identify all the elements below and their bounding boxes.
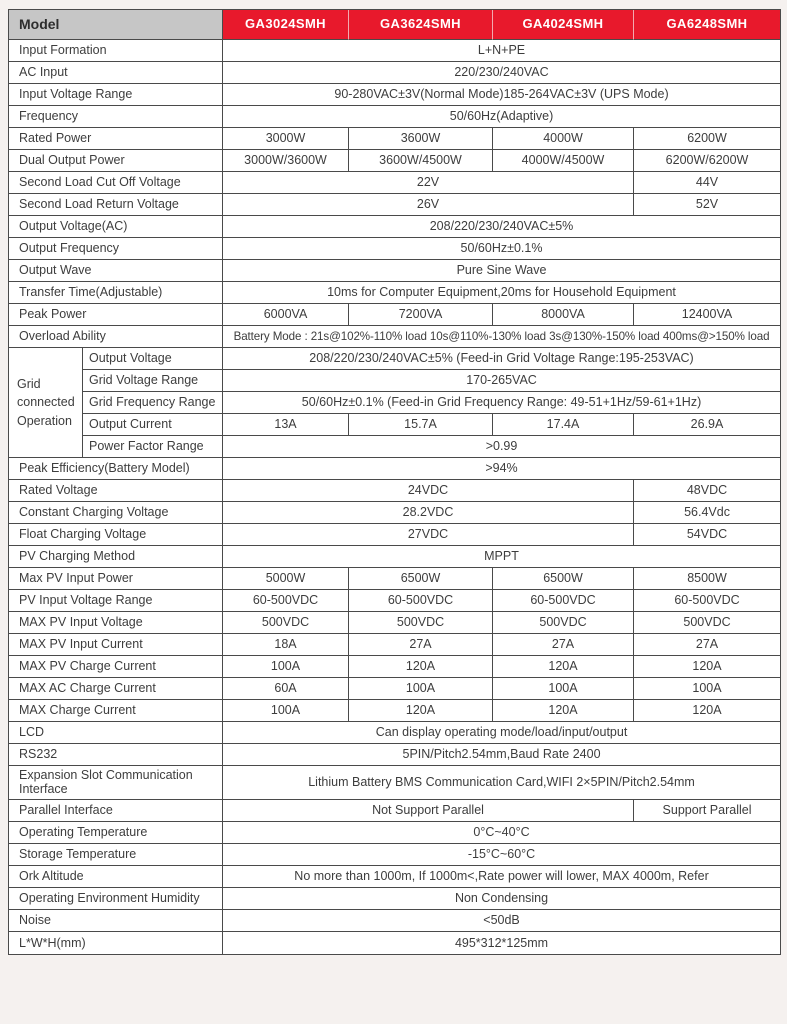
- row-label: MAX PV Input Voltage: [9, 612, 223, 634]
- row-label: Expansion Slot Communication Interface: [9, 766, 223, 800]
- spec-row: [9, 304, 780, 326]
- spec-value: 4000W: [493, 128, 634, 150]
- spec-value: Can display operating mode/load/input/output: [223, 722, 780, 744]
- row-sublabel: Grid Voltage Range: [83, 370, 223, 392]
- row-label: Operating Temperature: [9, 822, 223, 844]
- spec-value: 120A: [634, 700, 780, 722]
- spec-value: No more than 1000m, If 1000m<,Rate power will lower, MAX 4000m, Refer: [223, 866, 780, 888]
- spec-value: 120A: [493, 656, 634, 678]
- spec-row: [9, 722, 780, 744]
- spec-value: 3600W: [349, 128, 493, 150]
- row-sublabel: Power Factor Range: [83, 436, 223, 458]
- spec-value: 120A: [634, 656, 780, 678]
- spec-value: 17.4A: [493, 414, 634, 436]
- spec-value: 5PIN/Pitch2.54mm,Baud Rate 2400: [223, 744, 780, 766]
- row-label: Operating Environment Humidity: [9, 888, 223, 910]
- spec-value: 44V: [634, 172, 780, 194]
- spec-value: 500VDC: [223, 612, 349, 634]
- spec-value: 56.4Vdc: [634, 502, 780, 524]
- spec-value: 6200W/6200W: [634, 150, 780, 172]
- spec-value: 60-500VDC: [493, 590, 634, 612]
- spec-row: [9, 370, 780, 392]
- spec-value: 10ms for Computer Equipment,20ms for Household Equipment: [223, 282, 780, 304]
- spec-value: 6200W: [634, 128, 780, 150]
- spec-value: <50dB: [223, 910, 780, 932]
- spec-value: 5000W: [223, 568, 349, 590]
- row-label: Rated Voltage: [9, 480, 223, 502]
- row-label: Transfer Time(Adjustable): [9, 282, 223, 304]
- spec-value: 60-500VDC: [223, 590, 349, 612]
- model-column-header: GA6248SMH: [634, 10, 780, 40]
- spec-value: 495*312*125mm: [454, 935, 549, 950]
- model-column-header: GA3624SMH: [349, 10, 493, 40]
- spec-row: [9, 216, 780, 238]
- spec-row: [9, 348, 780, 370]
- row-label: MAX Charge Current: [9, 700, 223, 722]
- spec-value: 3000W: [223, 128, 349, 150]
- row-label: Input Formation: [9, 40, 223, 62]
- spec-row: [9, 766, 780, 800]
- row-sublabel: Output Current: [83, 414, 223, 436]
- spec-value: 0°C~40°C: [223, 822, 780, 844]
- spec-value: 6500W: [493, 568, 634, 590]
- spec-value: 13A: [223, 414, 349, 436]
- row-label: Parallel Interface: [9, 800, 223, 822]
- spec-value: 60-500VDC: [349, 590, 493, 612]
- row-label: Frequency: [9, 106, 223, 128]
- spec-value: 4000W/4500W: [493, 150, 634, 172]
- spec-row: [9, 932, 780, 954]
- spec-value: 7200VA: [349, 304, 493, 326]
- spec-value: 120A: [349, 700, 493, 722]
- spec-value: 50/60Hz(Adaptive): [223, 106, 780, 128]
- spec-value: 26.9A: [634, 414, 780, 436]
- spec-row: [9, 656, 780, 678]
- spec-value: >94%: [223, 458, 780, 480]
- spec-value: 26V: [223, 194, 634, 216]
- spec-value: Battery Mode : 21s@102%-110% load 10s@110%-130% load 3s@130%-150% load 400ms@>150% load: [223, 326, 780, 348]
- spec-row: [9, 546, 780, 568]
- model-header-row: [9, 10, 780, 40]
- spec-value: Not Support Parallel: [223, 800, 634, 822]
- spec-value: 15.7A: [349, 414, 493, 436]
- spec-value: Lithium Battery BMS Communication Card,WIFI 2×5PIN/Pitch2.54mm: [223, 766, 780, 800]
- row-sublabel: Grid Frequency Range: [83, 392, 223, 414]
- spec-value: 3000W/3600W: [223, 150, 349, 172]
- spec-row: [9, 866, 780, 888]
- spec-value: 500VDC: [349, 612, 493, 634]
- spec-value: 8500W: [634, 568, 780, 590]
- spec-row: [9, 392, 780, 414]
- spec-value: 60A: [223, 678, 349, 700]
- spec-row: [9, 194, 780, 216]
- spec-value: 120A: [349, 656, 493, 678]
- row-label: LCD: [9, 722, 223, 744]
- spec-value: 50/60Hz±0.1% (Feed-in Grid Frequency Range: 49-51+1Hz/59-61+1Hz): [223, 392, 780, 414]
- spec-row: [9, 480, 780, 502]
- spec-value: 27A: [493, 634, 634, 656]
- spec-value: 50/60Hz±0.1%: [223, 238, 780, 260]
- spec-row: [9, 260, 780, 282]
- spec-row: [9, 700, 780, 722]
- row-label: Rated Power: [9, 128, 223, 150]
- spec-value: -15°C~60°C: [223, 844, 780, 866]
- spec-value: 6500W: [349, 568, 493, 590]
- spec-table: [8, 9, 781, 955]
- row-label: PV Input Voltage Range: [9, 590, 223, 612]
- spec-value: 220/230/240VAC: [223, 62, 780, 84]
- row-label: Output Wave: [9, 260, 223, 282]
- model-column-header: GA3024SMH: [223, 10, 349, 40]
- spec-row: [9, 678, 780, 700]
- spec-row: [9, 634, 780, 656]
- spec-value: 100A: [634, 678, 780, 700]
- spec-value: 100A: [349, 678, 493, 700]
- row-label: AC Input: [9, 62, 223, 84]
- spec-row: [9, 458, 780, 480]
- spec-value: 24VDC: [223, 480, 634, 502]
- spec-value: 22V: [223, 172, 634, 194]
- spec-value: >0.99: [223, 436, 780, 458]
- spec-value: 100A: [223, 700, 349, 722]
- spec-value: 3600W/4500W: [349, 150, 493, 172]
- spec-row: [9, 744, 780, 766]
- spec-value: 52V: [634, 194, 780, 216]
- spec-row: [9, 40, 780, 62]
- spec-row: [9, 436, 780, 458]
- row-label: Peak Power: [9, 304, 223, 326]
- spec-row: [9, 172, 780, 194]
- spec-value: 500VDC: [493, 612, 634, 634]
- spec-row: [9, 888, 780, 910]
- row-label: Overload Ability: [9, 326, 223, 348]
- row-label: MAX PV Input Current: [9, 634, 223, 656]
- row-label: Storage Temperature: [9, 844, 223, 866]
- spec-value: 60-500VDC: [634, 590, 780, 612]
- row-label: Input Voltage Range: [9, 84, 223, 106]
- spec-row: [9, 128, 780, 150]
- spec-value: 27VDC: [223, 524, 634, 546]
- spec-value: 120A: [493, 700, 634, 722]
- spec-value: 28.2VDC: [223, 502, 634, 524]
- spec-value: 500VDC: [634, 612, 780, 634]
- spec-row: [9, 84, 780, 106]
- spec-row: [9, 910, 780, 932]
- row-label: Peak Efficiency(Battery Model): [9, 458, 223, 480]
- row-label: PV Charging Method: [9, 546, 223, 568]
- spec-value: MPPT: [223, 546, 780, 568]
- spec-row: [9, 822, 780, 844]
- spec-value: 54VDC: [634, 524, 780, 546]
- row-label: Noise: [9, 910, 223, 932]
- spec-value: 100A: [223, 656, 349, 678]
- spec-value: 27A: [634, 634, 780, 656]
- spec-value: 8000VA: [493, 304, 634, 326]
- row-label: Second Load Cut Off Voltage: [9, 172, 223, 194]
- spec-value: 12400VA: [634, 304, 780, 326]
- spec-value: Pure Sine Wave: [223, 260, 780, 282]
- spec-value: 48VDC: [634, 480, 780, 502]
- row-label: Ork Altitude: [9, 866, 223, 888]
- row-label: Float Charging Voltage: [9, 524, 223, 546]
- row-label: Max PV Input Power: [9, 568, 223, 590]
- spec-row: [9, 844, 780, 866]
- spec-table-body: [9, 40, 780, 954]
- row-label: Output Voltage(AC): [9, 216, 223, 238]
- spec-row: [9, 414, 780, 436]
- row-label: Dual Output Power: [9, 150, 223, 172]
- spec-value: 18A: [223, 634, 349, 656]
- spec-row: [9, 238, 780, 260]
- spec-row: [9, 800, 780, 822]
- row-sublabel: Output Voltage: [83, 348, 223, 370]
- spec-row: [9, 612, 780, 634]
- row-label: MAX PV Charge Current: [9, 656, 223, 678]
- spec-value: 6000VA: [223, 304, 349, 326]
- spec-value: 100A: [493, 678, 634, 700]
- spec-row: [9, 590, 780, 612]
- row-label: MAX AC Charge Current: [9, 678, 223, 700]
- row-group-label: Grid connected Operation: [9, 348, 83, 458]
- spec-row: [9, 106, 780, 128]
- row-label: Output Frequency: [9, 238, 223, 260]
- spec-value: Support Parallel: [634, 800, 780, 822]
- model-header-label: Model: [9, 10, 223, 40]
- row-label: L*W*H(mm): [9, 932, 223, 954]
- spec-value: L+N+PE: [223, 40, 780, 62]
- spec-row: [9, 282, 780, 304]
- spec-row: [9, 150, 780, 172]
- model-column-header: GA4024SMH: [493, 10, 634, 40]
- spec-value: 208/220/230/240VAC±5%: [223, 216, 780, 238]
- spec-value: 90-280VAC±3V(Normal Mode)185-264VAC±3V (UPS Mode): [223, 84, 780, 106]
- spec-value: Non Condensing: [223, 888, 780, 910]
- row-label: Second Load Return Voltage: [9, 194, 223, 216]
- spec-value: 170-265VAC: [223, 370, 780, 392]
- row-label: RS232: [9, 744, 223, 766]
- spec-row: [9, 62, 780, 84]
- row-label: Constant Charging Voltage: [9, 502, 223, 524]
- spec-row: [9, 524, 780, 546]
- spec-value: 208/220/230/240VAC±5% (Feed-in Grid Voltage Range:195-253VAC): [223, 348, 780, 370]
- spec-row: [9, 502, 780, 524]
- spec-value: 27A: [349, 634, 493, 656]
- spec-row: [9, 326, 780, 348]
- spec-row: [9, 568, 780, 590]
